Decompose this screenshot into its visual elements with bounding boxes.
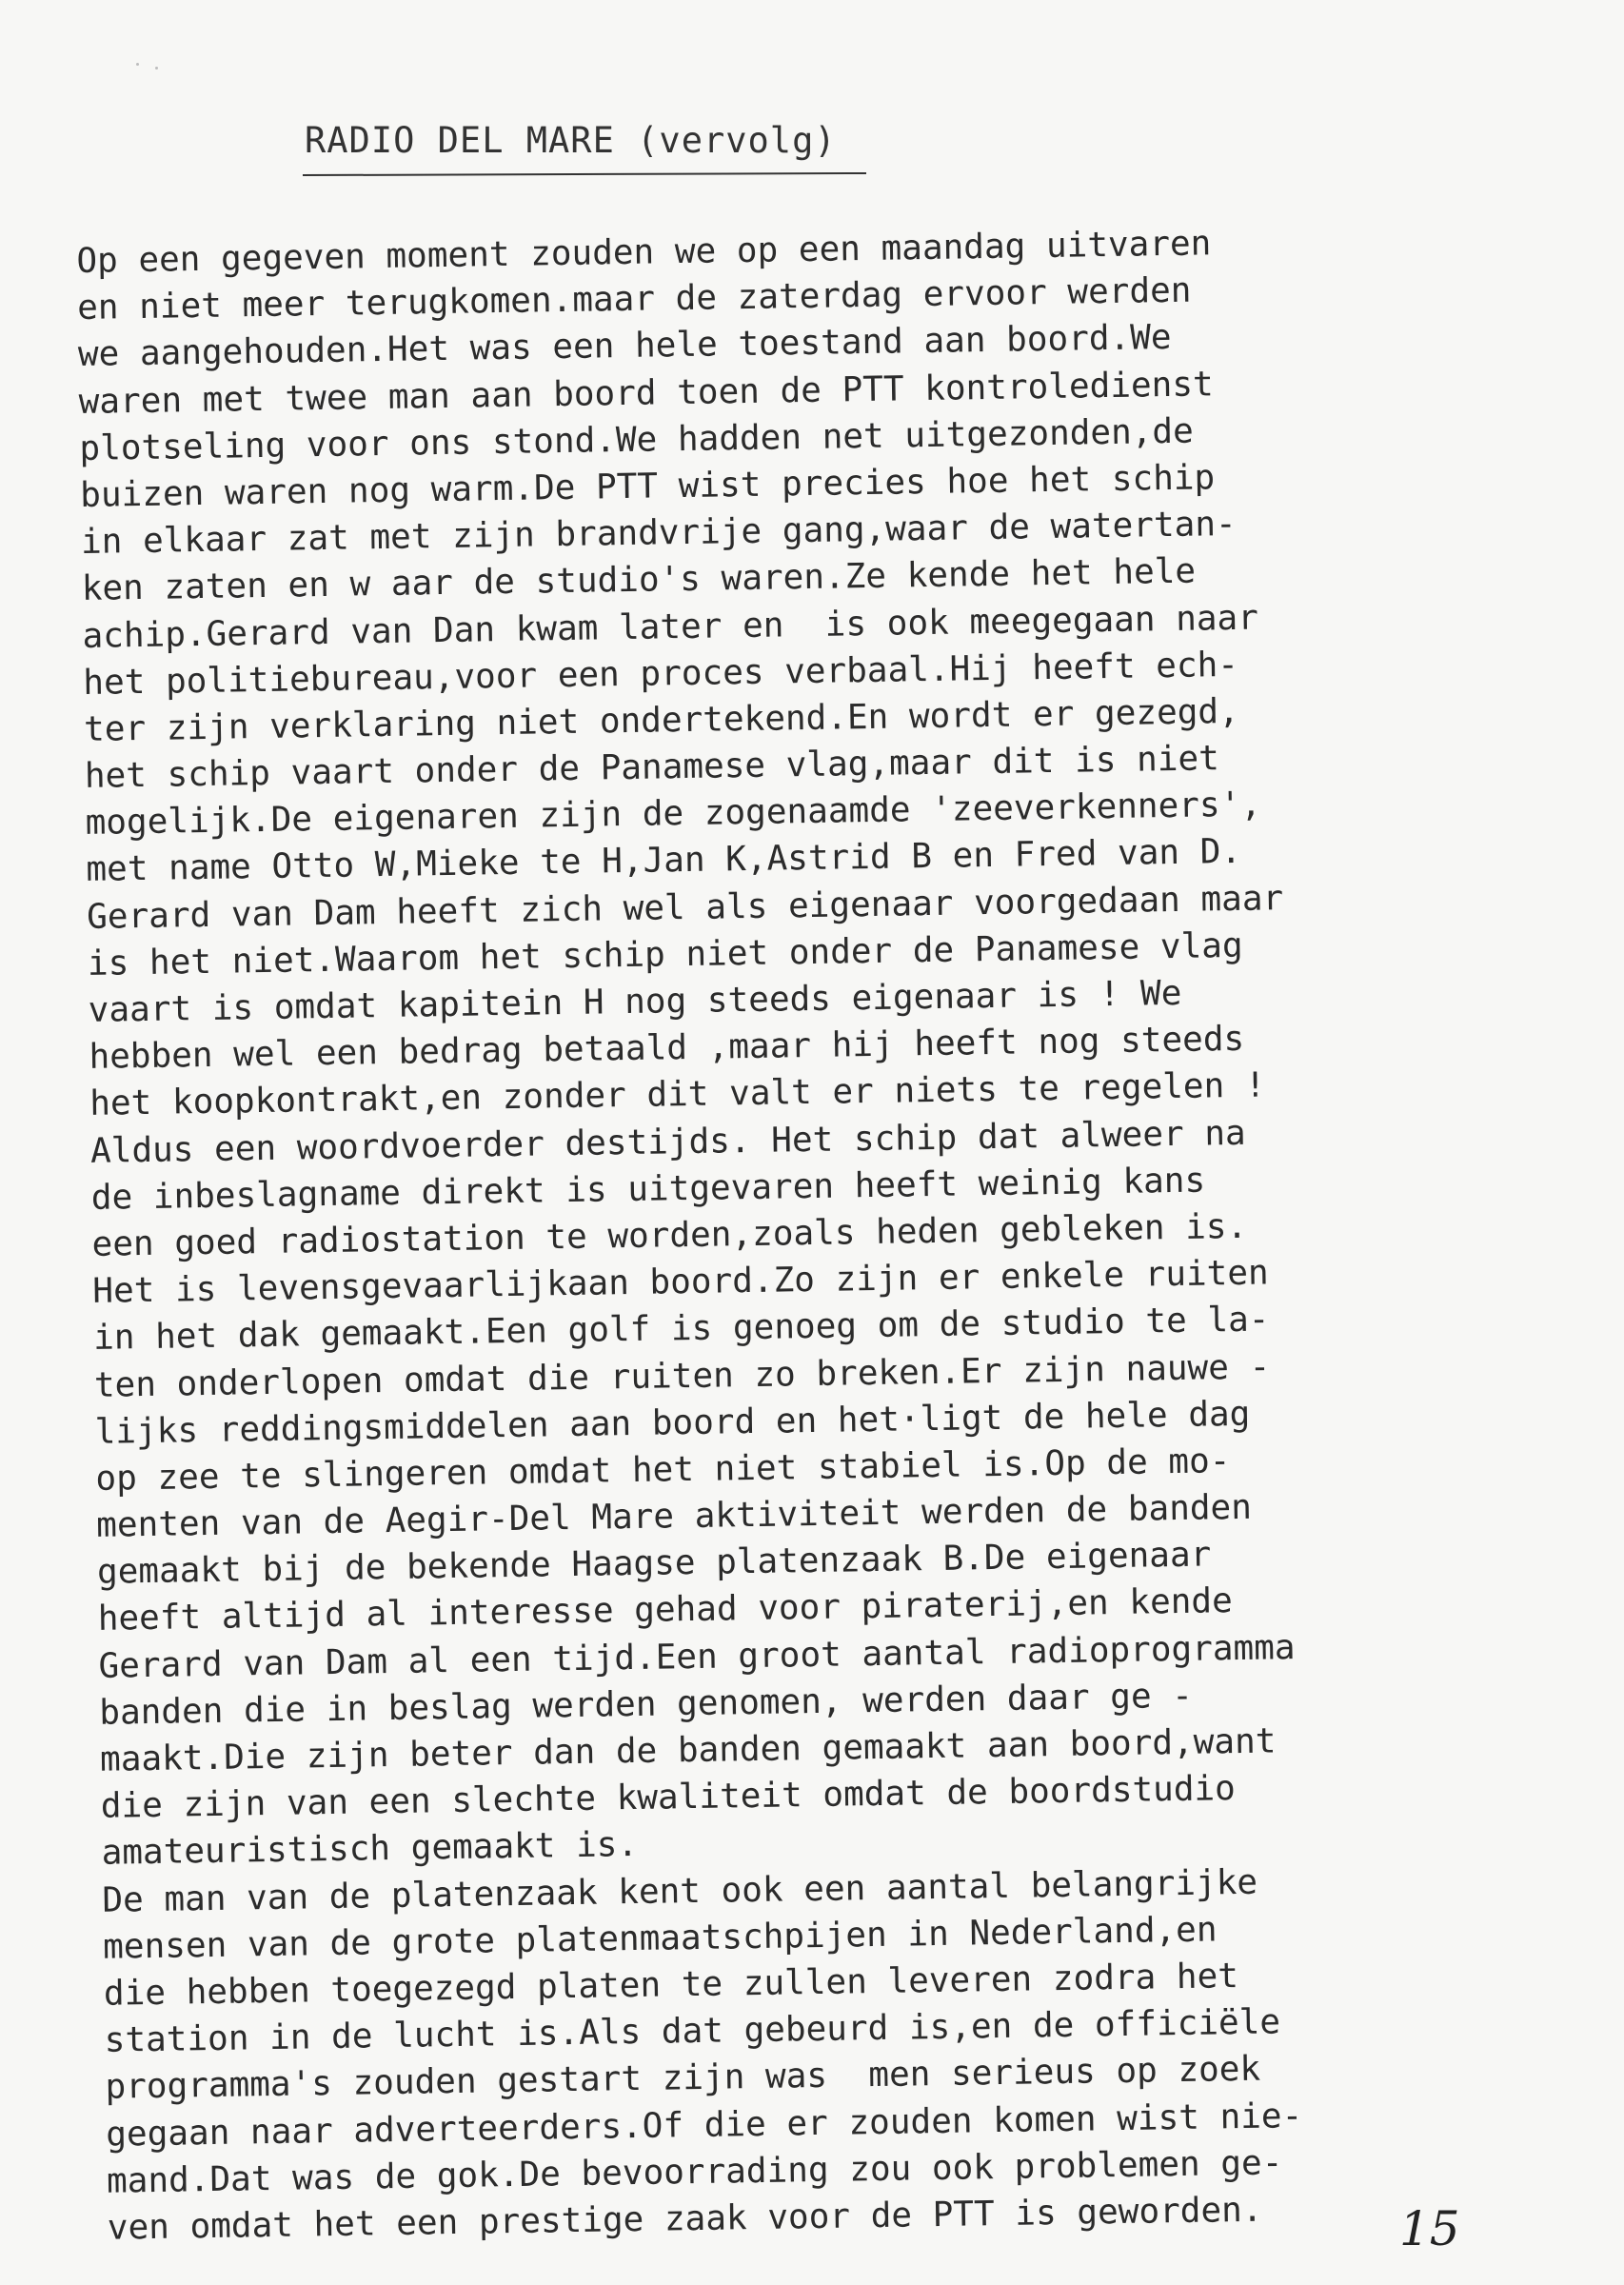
scan-speck bbox=[136, 63, 139, 66]
text-line: programma's zouden gestart zijn was men serieus op zoek bbox=[105, 2050, 1261, 2108]
text-line: mogelijk.De eigenaren zijn de zogenaamde 'zeeverkenners', bbox=[85, 785, 1262, 844]
text-line: Gerard van Dam al een tijd.Een groot aantal radioprogramma bbox=[98, 1627, 1296, 1686]
article-body bbox=[76, 216, 1526, 2252]
title-underline bbox=[303, 172, 866, 176]
text-line: met name Otto W,Mieke te H,Jan K,Astrid B en Fred van D. bbox=[86, 832, 1242, 890]
text-line: gemaakt bij de bekende Haagse platenzaak B.De eigenaar bbox=[96, 1535, 1212, 1593]
text-line: op zee te slingeren omdat het niet stabiel is.Op de mo- bbox=[95, 1441, 1231, 1499]
text-line: station in de lucht is.Als dat gebeurd is,en de officiële bbox=[104, 2002, 1281, 2060]
text-line: amateuristisch gemaakt is. bbox=[101, 1825, 639, 1874]
text-line: banden die in beslag werden genomen, werden daar ge - bbox=[99, 1676, 1194, 1733]
text-line: ter zijn verklaring niet ondertekend.En wordt er gezegd, bbox=[83, 691, 1240, 749]
text-line: het koopkontrakt,en zonder dit valt er niets te regelen ! bbox=[89, 1065, 1266, 1124]
text-line: is het niet.Waarom het schip niet onder de Panamese vlag bbox=[87, 925, 1243, 984]
text-line: menten van de Aegir-Del Mare aktiviteit werden de banden bbox=[95, 1487, 1253, 1545]
text-line: Het is levensgevaarlijkaan boord.Zo zijn er enkele ruiten bbox=[92, 1253, 1269, 1311]
text-line: we aangehouden.Het was een hele toestand aan boord.We bbox=[77, 318, 1172, 375]
text-line: De man van de platenzaak kent ook een aantal belangrijke bbox=[102, 1862, 1258, 1920]
text-line: ten onderlopen omdat die ruiten zo breken.Er zijn nauwe - bbox=[93, 1346, 1271, 1405]
text-line: het schip vaart onder de Panamese vlag,maar dit is niet bbox=[84, 739, 1220, 796]
text-line: in elkaar zat met zijn brandvrije gang,waar de watertan- bbox=[80, 505, 1237, 563]
text-line: hebben wel een bedrag betaald ,maar hij heeft nog steeds bbox=[89, 1020, 1245, 1078]
scan-speck bbox=[155, 67, 158, 70]
page-number: 15 bbox=[1399, 2201, 1460, 2256]
text-line: lijks reddingsmiddelen aan boord en het·ligt de hele dag bbox=[94, 1394, 1251, 1452]
text-line: een goed radiostation te worden,zoals heden gebleken is. bbox=[91, 1206, 1248, 1264]
text-line: plotseling voor ons stond.We hadden net uitgezonden,de bbox=[79, 411, 1195, 468]
text-line: en niet meer terugkomen.maar de zaterdag ervoor werden bbox=[76, 270, 1192, 328]
text-line: ken zaten en w aar de studio's waren.Ze kende het hele bbox=[81, 551, 1197, 609]
page-title: RADIO DEL MARE (vervolg) bbox=[305, 120, 837, 161]
text-line: die hebben toegezegd platen te zullen leveren zodra het bbox=[103, 1956, 1239, 2014]
text-line: mand.Dat was de gok.De bevoorrading zou ook problemen ge- bbox=[106, 2143, 1283, 2201]
text-line: mensen van de grote platenmaatschpijen in Nederland,en bbox=[102, 1910, 1218, 1967]
text-line: Aldus een woordvoerder destijds. Het schip dat alweer na bbox=[89, 1113, 1246, 1171]
text-line: waren met twee man aan boord toen de PTT kontroledienst bbox=[78, 364, 1214, 422]
text-line: Gerard van Dam heeft zich wel als eigenaar voorgedaan maar bbox=[86, 878, 1284, 937]
text-line: in het dak gemaakt.Een golf is genoeg om de studio te la- bbox=[92, 1300, 1270, 1359]
text-line: het politiebureau,voor een proces verbaal.Hij heeft ech- bbox=[83, 645, 1239, 703]
text-line: die zijn van een slechte kwaliteit omdat de boordstudio bbox=[100, 1769, 1237, 1826]
text-line: heeft altijd al interesse gehad voor piraterij,en kende bbox=[97, 1581, 1234, 1639]
text-line: buizen waren nog warm.De PTT wist precies hoe het schip bbox=[79, 458, 1216, 515]
text-line: achip.Gerard van Dan kwam later en is ook meegegaan naar bbox=[82, 598, 1259, 656]
text-line: Op een gegeven moment zouden we op een maandag uitvaren bbox=[76, 224, 1212, 281]
text-line: vaart is omdat kapitein H nog steeds eigenaar is ! We bbox=[88, 973, 1182, 1030]
text-line: ven omdat het een prestige zaak voor de PTT is geworden. bbox=[107, 2190, 1263, 2248]
text-line: gegaan naar adverteerders.Of die er zouden komen wist nie- bbox=[105, 2096, 1303, 2155]
text-line: de inbeslagname direkt is uitgevaren heeft weinig kans bbox=[90, 1161, 1206, 1218]
text-line: maakt.Die zijn beter dan de banden gemaakt aan boord,want bbox=[99, 1721, 1277, 1779]
